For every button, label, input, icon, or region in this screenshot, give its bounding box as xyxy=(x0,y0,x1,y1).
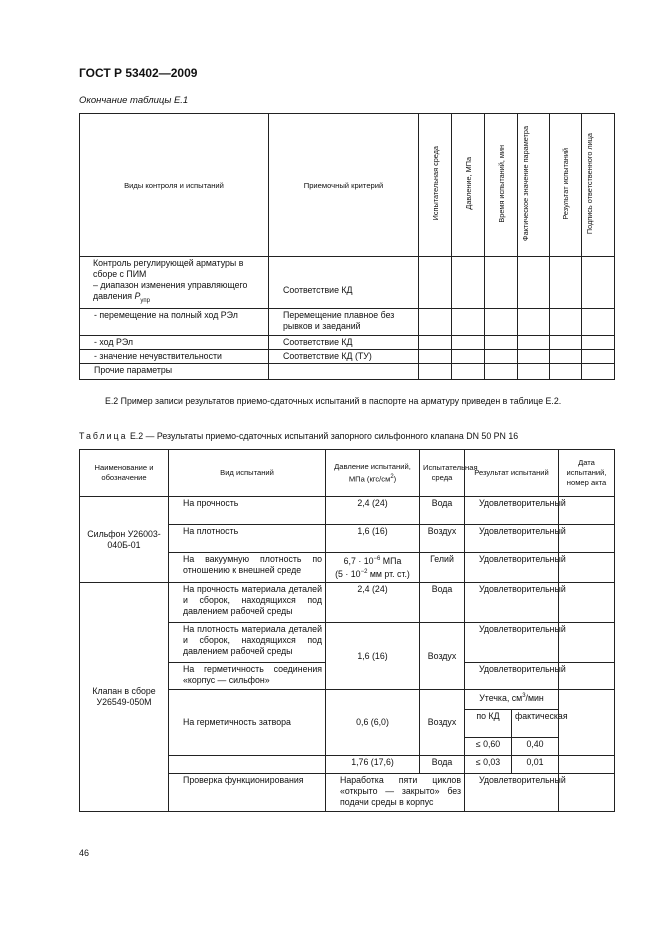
pressure-value: 2,4 (24) xyxy=(326,497,420,525)
result-value: Удовлетворительный xyxy=(465,663,559,690)
pressure-value: 2,4 (24) xyxy=(326,583,420,623)
pressure-value: 1,76 (17,6) xyxy=(326,756,420,774)
actual-value: 0,01 xyxy=(512,756,559,774)
row-kind: - ход РЭл xyxy=(80,335,269,349)
result-value: Удовлетворительный xyxy=(465,774,559,812)
row-criterion: Соответствие КД xyxy=(269,335,419,349)
table-row xyxy=(80,349,615,363)
document-title: ГОСТ Р 53402—2009 xyxy=(79,66,198,80)
medium-value: Вода xyxy=(420,497,465,525)
row-kind: - значение нечувствительности xyxy=(80,349,269,363)
table-row xyxy=(80,497,615,525)
pressure-value: 1,6 (16) xyxy=(326,623,420,690)
result-value: Удовлетворительный xyxy=(465,623,559,663)
medium-value: Гелий xyxy=(420,553,465,583)
header-test: Вид испытаний xyxy=(169,450,326,497)
header-pressure: Давление, МПа xyxy=(452,114,485,257)
pressure-value: $6,7 \cdot 10^{-6}$ МПа ($5 \cdot 10^{-2}$ мм рт. ст.) xyxy=(326,553,420,583)
table-row xyxy=(80,308,615,335)
medium-value: Воздух xyxy=(420,623,465,690)
test-function: Проверка функционирования xyxy=(169,774,326,812)
test-material-tightness: На плотность материала деталей и сборок, находящихся под давлением рабочей среды xyxy=(169,623,326,663)
function-criterion: Наработка пяти циклов «открыто — закрыто» без подачи среды в корпус xyxy=(326,774,465,812)
row-kind: Прочие параметры xyxy=(80,363,269,379)
row-criterion: Соответствие КД xyxy=(269,257,419,309)
kd-label: по КД xyxy=(465,710,512,738)
medium-value: Вода xyxy=(420,583,465,623)
result-value: Удовлетворительный xyxy=(465,553,559,583)
result-value: Удовлетворительный xyxy=(465,583,559,623)
header-criterion: Приемочный критерий xyxy=(269,114,419,257)
test-body-bellows: На герметичность соединения «корпус — сильфон» xyxy=(169,663,326,690)
kd-value: ≤ 0,03 xyxy=(465,756,512,774)
header-result: Результат испытаний xyxy=(465,450,559,497)
header-medium: Испытательная среда xyxy=(419,114,452,257)
header-name: Наименование и обозначение xyxy=(80,450,169,497)
table-row xyxy=(80,335,615,349)
pressure-value: 1,6 (16) xyxy=(326,525,420,553)
header-kind: Виды контроля и испытаний xyxy=(80,114,269,257)
test-seal: На герметичность затвора xyxy=(169,690,326,756)
row-kind: Контроль регулирующей арматуры в сборе с ПИМ – диапазон изменения управляющего давления $P_{упр}$ xyxy=(80,257,269,309)
leak-label: Утечка, $см^3$/мин xyxy=(465,690,559,710)
result-value: Удовлетворительный xyxy=(465,497,559,525)
row-criterion: Перемещение плавное без рывков и заеданий xyxy=(269,308,419,335)
header-time: Время испытаний, мин xyxy=(485,114,518,257)
header-result: Результат испытаний xyxy=(550,114,582,257)
table-row xyxy=(80,257,615,309)
test-material-strength: На прочность материала деталей и сборок, находящихся под давлением рабочей среды xyxy=(169,583,326,623)
row-criterion: Соответствие КД (ТУ) xyxy=(269,349,419,363)
table2-header-row xyxy=(80,450,615,497)
table-row xyxy=(80,363,615,379)
acceptance-table-e1 xyxy=(79,113,615,380)
test-vacuum: На вакуумную плотность по отношению к внешней среде xyxy=(169,553,326,583)
actual-label: фактическая xyxy=(512,710,559,738)
valve-name: Клапан в сборе У26549-050М xyxy=(80,583,169,812)
table2-caption: Таблица Е.2 — Результаты приемо-сдаточных испытаний запорного сильфонного клапана DN 50 PN 16 xyxy=(79,431,519,441)
pressure-value: 0,6 (6,0) xyxy=(326,690,420,756)
bellows-name: Сильфон У26003-040Б-01 xyxy=(80,497,169,583)
header-signature: Подпись ответственного лица xyxy=(582,114,615,257)
header-date: Дата испытаний, номер акта xyxy=(559,450,615,497)
header-medium: Испытательная среда xyxy=(420,450,465,497)
results-table-e2 xyxy=(79,449,615,812)
kd-value: ≤ 0,60 xyxy=(465,738,512,756)
header-actual: Фактическое значение параметра xyxy=(518,114,550,257)
header-pressure: Давление испытаний, МПа $(кгс/см^2)$ xyxy=(326,450,420,497)
medium-value: Воздух xyxy=(420,525,465,553)
row-kind: - перемещение на полный ход РЭл xyxy=(80,308,269,335)
medium-value: Вода xyxy=(420,756,465,774)
table1-header-row xyxy=(80,114,615,257)
page-number: 46 xyxy=(79,848,90,858)
result-value: Удовлетворительный xyxy=(465,525,559,553)
test-tightness: На плотность xyxy=(169,525,326,553)
table1-caption: Окончание таблицы Е.1 xyxy=(79,95,189,106)
medium-value: Воздух xyxy=(420,690,465,756)
paragraph-e2: Е.2 Пример записи результатов приемо-сдаточных испытаний в паспорте на арматуру приведен в таблице Е.2. xyxy=(105,396,562,406)
actual-value: 0,40 xyxy=(512,738,559,756)
table-row xyxy=(80,583,615,623)
test-strength: На прочность xyxy=(169,497,326,525)
